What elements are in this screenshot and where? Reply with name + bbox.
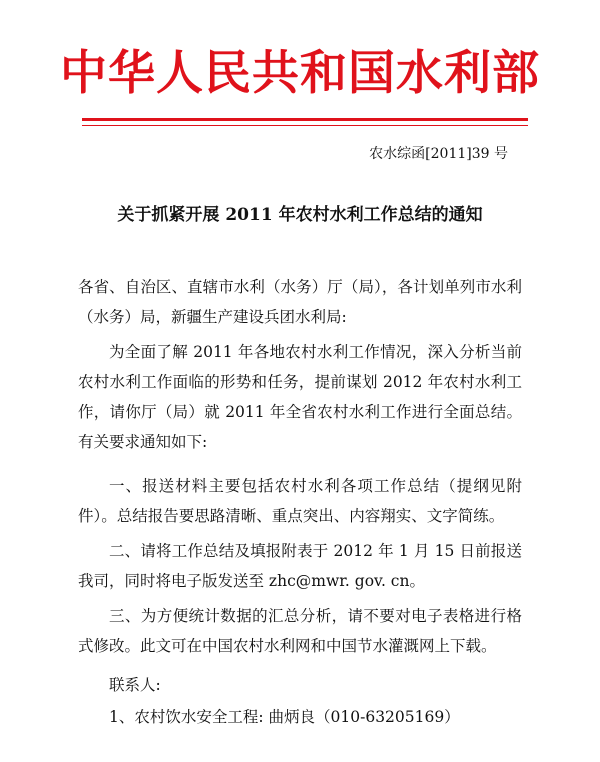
contacts-label: 联系人:	[109, 676, 161, 694]
salutation-paragraph: 各省、自治区、直辖市水利（水务）厅（局），各计划单列市水利（水务）局，新疆生产建设兵团水利局:	[78, 278, 522, 326]
notice-title: 关于抓紧开展 2011 年农村水利工作总结的通知	[117, 205, 483, 225]
ministry-letterhead-title: 中华人民共和国水利部	[60, 46, 540, 101]
requirement-item-1: 一、报送材料主要包括农村水利各项工作总结（提纲见附件）。总结报告要思路清晰、重点突出、内容翔实、文字简练。	[78, 477, 522, 525]
requirement-item-3: 三、为方便统计数据的汇总分析，请不要对电子表格进行格式修改。此文可在中国农村水利网和中国节水灌溉网上下载。	[78, 607, 522, 655]
letterhead-rule-thick	[82, 118, 528, 121]
document-number: 农水综函[2011]39 号	[369, 146, 508, 162]
contact-item-1: 1、农村饮水安全工程: 曲炳良（010-63205169）	[109, 708, 460, 726]
requirement-item-2: 二、请将工作总结及填报附表于 2012 年 1 月 15 日前报送我司，同时将电子版发送至 zhc@mwr. gov. cn。	[78, 542, 522, 590]
intro-paragraph: 为全面了解 2011 年各地农村水利工作情况，深入分析当前农村水利工作面临的形势和任务，提前谋划 2012 年农村水利工作，请你厅（局）就 2011 年全省农村水利工作进行全面总结。有关要求通知如下:	[78, 343, 522, 451]
letterhead-rule-thin	[82, 125, 528, 126]
